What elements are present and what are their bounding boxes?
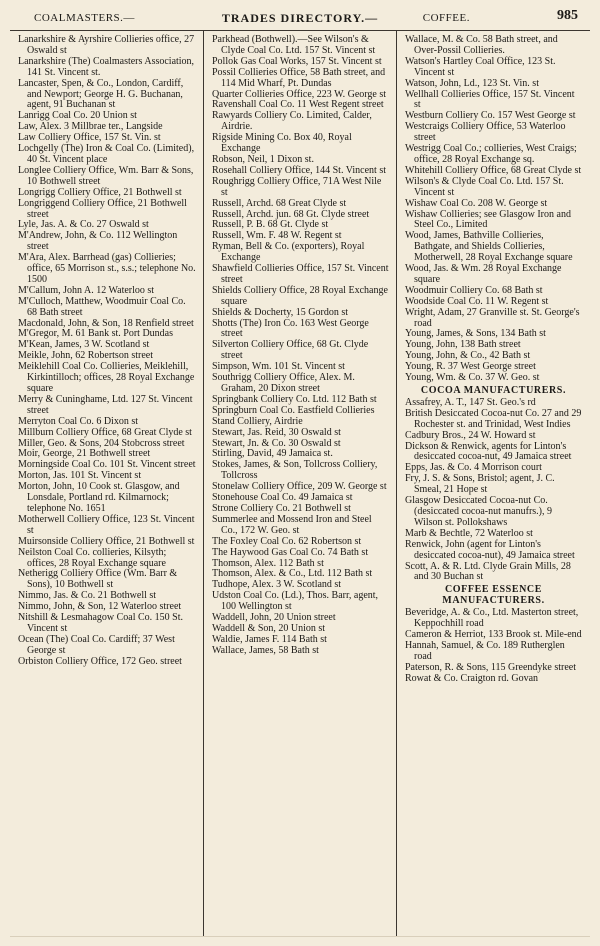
directory-entry: Stand Colliery, Airdrie <box>212 415 303 427</box>
column-1 <box>10 31 203 936</box>
directory-entry: Netherigg Colliery Office (Wm. Barr & Sons), 10 Bothwell st <box>18 568 178 591</box>
directory-entry: Lancaster, Spen, & Co., London, Cardiff, and Newport; George H. G. Buchanan, agent, 91 Buchanan st <box>18 77 184 111</box>
directory-entry: M'Kean, James, 3 W. Scotland st <box>18 339 150 351</box>
directory-entry: Westcraigs Colliery Office, 53 Waterloo street <box>405 121 566 144</box>
directory-entry: Russell, P. B. 68 Gt. Clyde st <box>212 219 329 231</box>
directory-entry: Epps, Jas. & Co. 4 Morrison court <box>405 462 542 474</box>
directory-entry: Young, John, 138 Bath street <box>405 339 521 351</box>
directory-entry: Roughrigg Colliery Office, 71A West Nile st <box>212 175 382 198</box>
directory-entry: Silverton Colliery Office, 68 Gt. Clyde street <box>212 339 369 362</box>
directory-entry: Hannah, Samuel, & Co. 189 Rutherglen road <box>405 639 565 662</box>
directory-entry: Shotts (The) Iron Co. 163 West George street <box>212 317 369 340</box>
directory-entry: Thomson, Alex. & Co., Ltd. 112 Bath st <box>212 568 373 580</box>
directory-entry: Shields & Docherty, 15 Gordon st <box>212 306 349 318</box>
directory-entry: M'Gregor, M. 61 Bank st. Port Dundas <box>18 328 174 340</box>
directory-entry: Russell, Archd. jun. 68 Gt. Clyde street <box>212 208 370 220</box>
directory-entry: Quarter Collieries Office, 223 W. George st <box>212 88 387 100</box>
directory-entry: Wallace, M. & Co. 58 Bath street, and Over-Possil Collieries. <box>405 34 558 56</box>
directory-entry: Young, James, & Sons, 134 Bath st <box>405 328 546 340</box>
directory-entry: Stonehouse Coal Co. 49 Jamaica st <box>212 492 353 504</box>
directory-entry: Meikle, John, 62 Robertson street <box>18 350 153 362</box>
directory-entry: M'Andrew, John, & Co. 112 Wellington street <box>18 230 178 253</box>
directory-entry: Millburn Colliery Office, 68 Great Clyde st <box>18 426 192 438</box>
directory-entry: Meiklehill Coal Co. Collieries, Meiklehill, Kirkintilloch; offices, 28 Royal Exchange square <box>18 361 195 394</box>
directory-entry: Ravenshall Coal Co. 11 West Regent street <box>212 99 384 111</box>
directory-entry: Wilson's & Clyde Coal Co. Ltd. 157 St. Vincent st <box>405 175 564 198</box>
section-heading: COFFEE ESSENCE MANUFACTURERS. <box>442 584 545 607</box>
directory-entry: Russell, Archd. 68 Great Clyde st <box>212 197 347 209</box>
directory-entry: Rosehall Colliery Office, 144 St. Vincent st <box>212 164 387 176</box>
directory-entry: Wallace, James, 58 Bath st <box>212 644 319 656</box>
page-number: 985 <box>557 8 578 23</box>
columns-container <box>10 31 590 937</box>
directory-entry: Parkhead (Bothwell).—See Wilson's & Clyde Coal Co. Ltd. 157 St. Vincent st <box>212 34 376 56</box>
directory-entry: Woodside Coal Co. 11 W. Regent st <box>405 295 549 307</box>
directory-entry: M'Callum, John A. 12 Waterloo st <box>18 284 155 296</box>
directory-entry: Morton, Jas. 101 St. Vincent st <box>18 470 142 482</box>
directory-entry: Lyle, Jas. A. & Co. 27 Oswald st <box>18 219 149 231</box>
directory-entry: Stonelaw Colliery Office, 209 W. George st <box>212 481 387 493</box>
directory-entry: Fry, J. S. & Sons, Bristol; agent, J. C. Smeal, 21 Hope st <box>405 473 555 496</box>
page-header <box>10 6 590 31</box>
directory-entry: Merryton Coal Co. 6 Dixon st <box>18 415 138 427</box>
directory-entry: Dickson & Renwick, agents for Linton's desiccated cocoa-nut, 49 Jamaica street <box>405 440 572 463</box>
directory-entry: Nitshill & Lesmahagow Coal Co. 150 St. Vincent st <box>18 612 183 634</box>
directory-entry: Law Colliery Office, 157 St. Vin. st <box>18 132 161 144</box>
directory-entry: Longriggend Colliery Office, 21 Bothwell street <box>18 197 187 220</box>
section-heading: COCOA MANUFACTURERS. <box>420 385 567 396</box>
directory-entry: Strone Colliery Co. 21 Bothwell st <box>212 502 351 514</box>
directory-entry: Cadbury Bros., 24 W. Howard st <box>405 429 536 441</box>
directory-entry: Morningside Coal Co. 101 St. Vincent street <box>18 459 196 471</box>
directory-entry: Orbiston Colliery Office, 172 Geo. street <box>18 655 182 667</box>
directory-entry: Lochgelly (The) Iron & Coal Co. (Limited), 40 St. Vincent place <box>18 143 195 165</box>
directory-entry: Lanarkshire & Ayrshire Collieries office, 27 Oswald st <box>18 34 195 56</box>
directory-entry: Young, John, & Co., 42 Bath st <box>405 350 531 362</box>
directory-entry: Stewart, Jn. & Co. 30 Oswald st <box>212 437 341 449</box>
directory-entry: Summerlee and Mossend Iron and Steel Co., 172 W. Geo. st <box>212 513 372 536</box>
directory-entry: Watson, John, Ld., 123 St. Vin. st <box>405 77 539 89</box>
directory-entry: Stirling, David, 49 Jamaica st. <box>212 448 333 460</box>
directory-entry: Ocean (The) Coal Co. Cardiff; 37 West George st <box>18 633 175 656</box>
directory-entry: M'Culloch, Matthew, Woodmuir Coal Co. 68 Bath street <box>18 295 186 318</box>
directory-entry: Thomson, Alex. 112 Bath st <box>212 557 324 569</box>
directory-entry: Marb & Bechtle, 72 Waterloo st <box>405 527 533 539</box>
directory-entry: Ryman, Bell & Co. (exporters), Royal Exchange <box>212 241 365 264</box>
header-title: TRADES DIRECTORY.— <box>221 11 379 25</box>
directory-entry: Morton, John, 10 Cook st. Glasgow, and Lonsdale, Portland rd. Kilmarnock; telephone No. 1651 <box>18 481 180 514</box>
directory-entry: Waldie, James F. 114 Bath st <box>212 633 327 645</box>
directory-entry: Cameron & Herriot, 133 Brook st. Mile-end <box>405 628 582 640</box>
directory-entry: Paterson, R. & Sons, 115 Greendyke street <box>405 661 576 673</box>
directory-entry: Glasgow Desiccated Cocoa-nut Co. (desiccated cocoa-nut manufrs.), 9 Wilson st. Pollokshaws <box>405 495 552 528</box>
directory-entry: Moir, George, 21 Bothwell street <box>18 448 151 460</box>
directory-entry: Wright, Adam, 27 Granville st. St. George's road <box>405 306 580 329</box>
directory-entry: Renwick, John (agent for Linton's desiccated cocoa-nut), 49 Jamaica street <box>405 538 575 561</box>
directory-entry: Law, Alex. 3 Millbrae ter., Langside <box>18 121 163 133</box>
directory-entry: Rawyards Colliery Co. Limited, Calder, Airdrie. <box>212 110 372 133</box>
directory-entry: Watson's Hartley Coal Office, 123 St. Vincent st <box>405 55 556 78</box>
directory-entry: Longlee Colliery Office, Wm. Barr & Sons, 10 Bothwell street <box>18 164 194 187</box>
directory-entry: The Foxley Coal Co. 62 Robertson st <box>212 535 362 547</box>
directory-entry: Southrigg Colliery Office, Alex. M. Graham, 20 Dixon street <box>212 372 355 394</box>
directory-entry: Wood, James, Bathville Collieries, Bathgate, and Shields Collieries, Motherwell, 28 Royal Exchange square <box>405 230 573 264</box>
directory-entry: Longrigg Colliery Office, 21 Bothwell st <box>18 186 182 198</box>
directory-entry: Robson, Neil, 1 Dixon st. <box>212 153 314 165</box>
directory-entry: Assafrey, A. T., 147 St. Geo.'s rd <box>405 396 536 408</box>
directory-entry: Westrigg Coal Co.; collieries, West Craigs; office, 28 Royal Exchange sq. <box>405 143 577 165</box>
header-right: COFFEE. <box>422 12 470 24</box>
directory-entry: Merry & Cuninghame, Ltd. 127 St. Vincent street <box>18 393 193 416</box>
directory-entry: Wishaw Coal Co. 208 W. George st <box>405 197 548 209</box>
directory-entry: Nimmo, John, & Son, 12 Waterloo street <box>18 601 182 613</box>
directory-entry: Wellhall Collieries Office, 157 St. Vincent st <box>405 88 575 111</box>
column-2 <box>203 31 396 936</box>
directory-entry: Stokes, James, & Son, Tollcross Colliery, Tollcross <box>212 459 378 482</box>
directory-entry: Westburn Colliery Co. 157 West George st <box>405 110 576 122</box>
directory-entry: Rowat & Co. Craigton rd. Govan <box>405 672 539 684</box>
header-left: COALMASTERS.— <box>34 12 135 24</box>
directory-entry: Muirsonside Colliery Office, 21 Bothwell st <box>18 535 195 547</box>
directory-entry: Nimmo, Jas. & Co. 21 Bothwell st <box>18 590 157 602</box>
directory-entry: Scott, A. & R. Ltd. Clyde Grain Mills, 28 and 30 Buchan st <box>405 560 571 583</box>
directory-entry: Woodmuir Colliery Co. 68 Bath st <box>405 284 543 296</box>
directory-entry: Waddell, John, 20 Union street <box>212 612 336 624</box>
directory-entry: Shields Colliery Office, 28 Royal Exchange square <box>212 284 388 307</box>
directory-entry: Lanarkshire (The) Coalmasters Association, 141 St. Vincent st. <box>18 55 195 78</box>
directory-entry: Possil Collieries Office, 58 Bath street, and 114 Mid Wharf, Pt. Dundas <box>212 66 386 89</box>
directory-entry: Simpson, Wm. 101 St. Vincent st <box>212 361 345 373</box>
directory-entry: Young, R. 37 West George street <box>405 361 536 373</box>
directory-entry: Neilston Coal Co. collieries, Kilsyth; offices, 28 Royal Exchange square <box>18 546 167 569</box>
directory-entry: Springbank Colliery Co. Ltd. 112 Bath st <box>212 393 377 405</box>
directory-entry: Springburn Coal Co. Eastfield Collieries <box>212 404 375 416</box>
directory-entry: Wishaw Collieries; see Glasgow Iron and Steel Co., Limited <box>405 208 571 231</box>
directory-entry: Waddell & Son, 20 Union st <box>212 622 326 634</box>
column-3 <box>396 31 589 936</box>
directory-entry: Lanrigg Coal Co. 20 Union st <box>18 110 137 122</box>
directory-entry: British Desiccated Cocoa-nut Co. 27 and 29 Rochester st. and Trinidad, West Indies <box>405 407 582 430</box>
directory-entry: The Haywood Gas Coal Co. 74 Bath st <box>212 546 369 558</box>
directory-entry: Young, Wm. & Co. 37 W. Geo. st <box>405 372 540 384</box>
directory-entry: Pollok Gas Coal Works, 157 St. Vincent st <box>212 55 382 67</box>
directory-entry: Motherwell Colliery Office, 123 St. Vincent st <box>18 513 195 536</box>
directory-entry: Wood, Jas. & Wm. 28 Royal Exchange square <box>405 263 562 285</box>
directory-entry: Rigside Mining Co. Box 40, Royal Exchange <box>212 132 352 155</box>
directory-entry: M'Ara, Alex. Barrhead (gas) Collieries; office, 65 Morrison st., s.s.; telephone No. 1500 <box>18 252 196 285</box>
directory-entry: Miller, Geo. & Sons, 204 Stobcross street <box>18 437 185 449</box>
directory-entry: Whitehill Colliery Office, 68 Great Clyde st <box>405 164 582 176</box>
directory-entry: Beveridge, A. & Co., Ltd. Masterton street, Keppochhill road <box>405 607 579 630</box>
directory-entry: Udston Coal Co. (Ld.), Thos. Barr, agent, 100 Wellington st <box>212 590 379 613</box>
directory-entry: Stewart, Jas. Reid, 30 Oswald st <box>212 426 341 438</box>
directory-entry: Russell, Wm. F. 48 W. Regent st <box>212 230 342 242</box>
directory-entry: Tudhope, Alex. 3 W. Scotland st <box>212 579 342 591</box>
directory-entry: Macdonald, John, & Son, 18 Renfield street <box>18 317 194 329</box>
directory-entry: Shawfield Collieries Office, 157 St. Vincent street <box>212 263 389 285</box>
